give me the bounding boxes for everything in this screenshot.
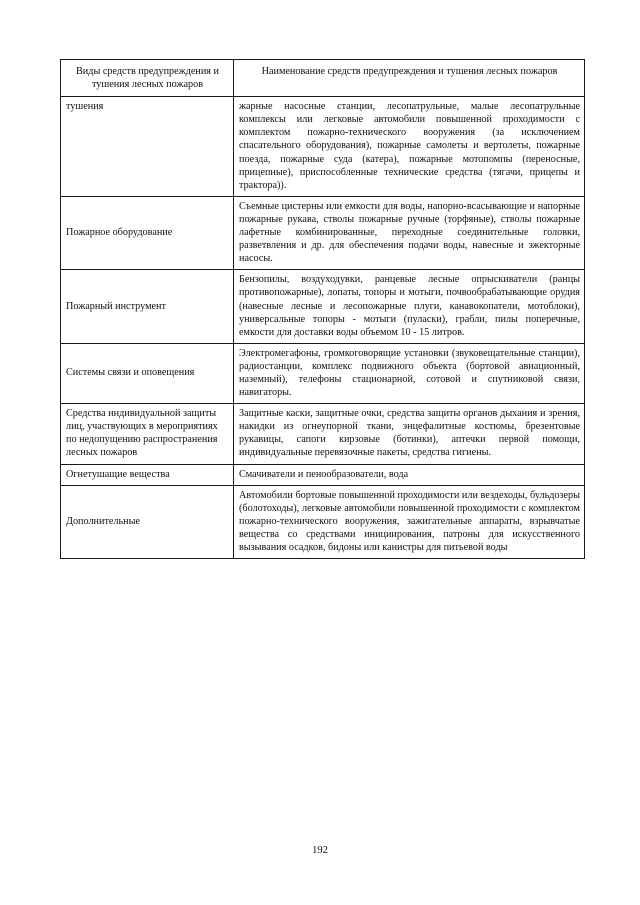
means-type-cell: Пожарное оборудование [61,196,234,269]
means-description-cell: Электромегафоны, громкоговорящие установки (звуковещательные станции), радиостанции, комплекс подвижного объекта (бортовой авиационный, наземный), телефоны стационарной, сотовой и спутниковой связи, навигаторы. [234,343,585,403]
means-description-cell: Съемные цистерны или емкости для воды, напорно-всасывающие и напорные пожарные рукава, стволы пожарные ручные (торфяные), стволы пожарные лафетные комбинированные, переходные соединительные головки, разветвления и др. для обеспечения подачи воды, навесные и эжекторные насосы. [234,196,585,269]
means-type-cell: Средства индивидуальной защиты лиц, участвующих в мероприятиях по недопущению распространения лесных пожаров [61,404,234,464]
means-description-cell: Автомобили бортовые повышенной проходимости или вездеходы, бульдозеры (болотоходы), легковые автомобили повышенной проходимости с комплектом пожарно-технического вооружения, зажигательные аппараты, взрывчатые вещества со средствами инициирования, патроны для искусственного вызывания осадков, бидоны или канистры для питьевой воды [234,485,585,558]
table-row [61,404,585,464]
means-type-cell: Дополнительные [61,485,234,558]
table-row [61,270,585,343]
means-description-cell: Защитные каски, защитные очки, средства защиты органов дыхания и зрения, накидки из огнеупорной ткани, энцефалитные костюмы, брезентовые рукавицы, сапоги кирзовые (ботинки), аптечки первой помощи, индивидуальные перевязочные пакеты, средства гигиены. [234,404,585,464]
means-description-cell: Смачиватели и пенообразователи, вода [234,464,585,485]
table-row [61,343,585,403]
means-type-cell: Огнетушащие вещества [61,464,234,485]
table-header-row [61,60,585,97]
means-description-cell: жарные насосные станции, лесопатрульные, малые лесопатрульные комплексы или легковые автомобили повышенной проходимости с комплектом пожарно-технического вооружения (за исключением спасательного оборудования), пожарные самолеты и вертолеты, пожарные поезда, пожарные суда (катера), пожарные мотопомпы (переносные, прицепные), приспособленные технические средства (тягачи, прицепы и трактора)). [234,97,585,197]
header-means-type: Виды средств предупреждения и тушения лесных пожаров [61,60,234,97]
table-row [61,485,585,558]
header-means-name: Наименование средств предупреждения и тушения лесных пожаров [234,60,585,97]
table-row [61,196,585,269]
page-number: 192 [312,845,328,856]
means-description-cell: Бензопилы, воздуходувки, ранцевые лесные опрыскиватели (ранцы противопожарные), лопаты, топоры и мотыги, почвообрабатывающие орудия (навесные лесные и лесопожарные плуги, канавокопатели, мотоблоки), универсальные топоры - мотыги (пуласки), грабли, пилы поперечные, емкости для доставки воды объемом 10 - 15 литров. [234,270,585,343]
means-type-cell: тушения [61,97,234,197]
table-row [61,97,585,197]
table-row [61,464,585,485]
means-type-cell: Пожарный инструмент [61,270,234,343]
fire-means-table [60,59,585,559]
means-type-cell: Системы связи и оповещения [61,343,234,403]
